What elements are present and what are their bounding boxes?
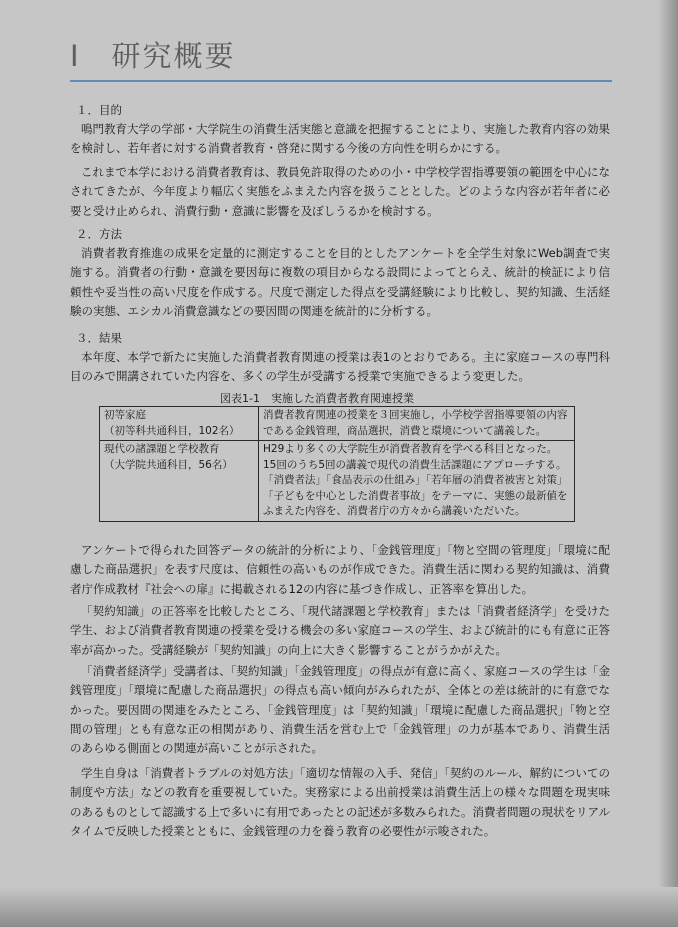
course-detail: （初等科共通科目，102名） — [104, 424, 240, 437]
course-description-cell: H29より多くの大学院生が消費者教育を学べる科目となった。15回のうち5回の講義で現代の消費生活課題にアプローチする。「消費者法」「食品表示の仕組み」「若年層の消費者被害と対策」「子どもを中心とした消費者事故」をテーマに、実態の最新値をふまえた内容を、消費者庁の方々から講義いただいた。 — [259, 441, 575, 522]
course-name: 初等家庭 — [104, 409, 146, 421]
section-heading-purpose: １．目的 — [76, 103, 122, 117]
course-description-cell: 消費者教育関連の授業を３回実施し，小学校学習指導要領の内容である金銭管理，商品選択，消費と環境について講義した。 — [259, 407, 575, 441]
results-paragraph-3: 「消費者経済学」受講者は、「契約知識」「金銭管理度」の得点が有意に高く、家庭コースの学生は「金銭管理度」「環境に配慮した商品選択」の得点も高い傾向がみられたが、全体との差は統計的に有意でなかった。要因間の関連をみたところ、「金銭管理度」は「契約知識」「環境に配慮した商品選択」「物と空間の管理」とも有意な正の相関があり、消費生活を営む上で「金銭管理」の力が基本であり、消費生活のあらゆる側面との関連が高いことが示された。 — [70, 664, 610, 756]
table-row — [100, 441, 575, 522]
results-paragraph-4: 学生自身は「消費者トラブルの対処方法」「適切な情報の入手、発信」「契約のルール、解約についての制度や方法」などの教育を重要視していた。実務家による出前授業は消費生活上の様々な問題を現実味のあるものとして認識する上で多いに有用であったとの記述が多数みられた。消費者問題の現状をリアルタイムで反映した授業とともに、金銭管理の力を養う教育の必要性が示唆された。 — [70, 766, 610, 838]
purpose-paragraph-2: これまで本学における消費者教育は、教員免許取得のための小・中学校学習指導要領の範囲を中心になされてきたが、今年度より幅広く実態をふまえた内容を扱うこととした。どのような内容が若年者に必要と受け止められ、消費行動・意識に影響を及ぼしうるかを検討する。 — [70, 165, 610, 218]
purpose-paragraph-1: 鳴門教育大学の学部・大学院生の消費生活実態と意識を把握することにより、実施した教育内容の効果を検討し、若年者に対する消費者教育・啓発に関する今後の方向性を明らかにする。 — [70, 122, 610, 156]
results-paragraph-1: アンケートで得られた回答データの統計的分析により、「金銭管理度」「物と空間の管理度」「環境に配慮した商品選択」を表す尺度は、信頼性の高いものが作成できた。消費生活に関わる契約知識は、消費者庁作成教材『社会への扉』に掲載される12の内容に基づき作成し、正答率を算出した。 — [70, 543, 610, 596]
page-shadow-bottom — [0, 887, 678, 927]
table-row — [100, 407, 575, 441]
course-name: 現代の諸課題と学校教育 — [104, 443, 220, 455]
results-intro-paragraph: 本年度、本学で新たに実施した消費者教育関連の授業は表1のとおりである。主に家庭コースの専門科目のみで開講されていた内容を、多くの学生が受講する授業で実施できるよう変更した。 — [70, 350, 610, 384]
section-heading-results: ３．結果 — [76, 331, 122, 345]
course-name-cell — [100, 407, 259, 441]
table-caption: 図表1-1 実施した消費者教育関連授業 — [220, 392, 414, 405]
course-detail: （大学院共通科目，56名） — [104, 458, 233, 471]
courses-table — [99, 406, 575, 522]
title-underline — [70, 80, 612, 82]
course-name-cell — [100, 441, 259, 522]
chapter-title: Ⅰ 研究概要 — [70, 39, 236, 73]
method-paragraph: 消費者教育推進の成果を定量的に測定することを目的としたアンケートを全学生対象にWeb調査で実施する。消費者の行動・意識を要因毎に複数の項目からなる設問によってとらえ、統計的検証により信頼性や妥当性の高い尺度を作成する。尺度で測定した得点を受講経験により比較し、契約知識、生活経験の実態、エシカル消費意識などの要因間の関連を統計的に分析する。 — [70, 246, 610, 318]
results-paragraph-2: 「契約知識」の正答率を比較したところ、「現代諸課題と学校教育」または「消費者経済学」を受けた学生、および消費者教育関連の授業を受ける機会の多い家庭コースの学生、および統計的にも有意に正答率が高かった。受講経験が「契約知識」の向上に大きく影響することがうかがえた。 — [70, 604, 610, 657]
page-shadow-right — [658, 0, 678, 927]
section-heading-method: ２．方法 — [76, 227, 122, 241]
